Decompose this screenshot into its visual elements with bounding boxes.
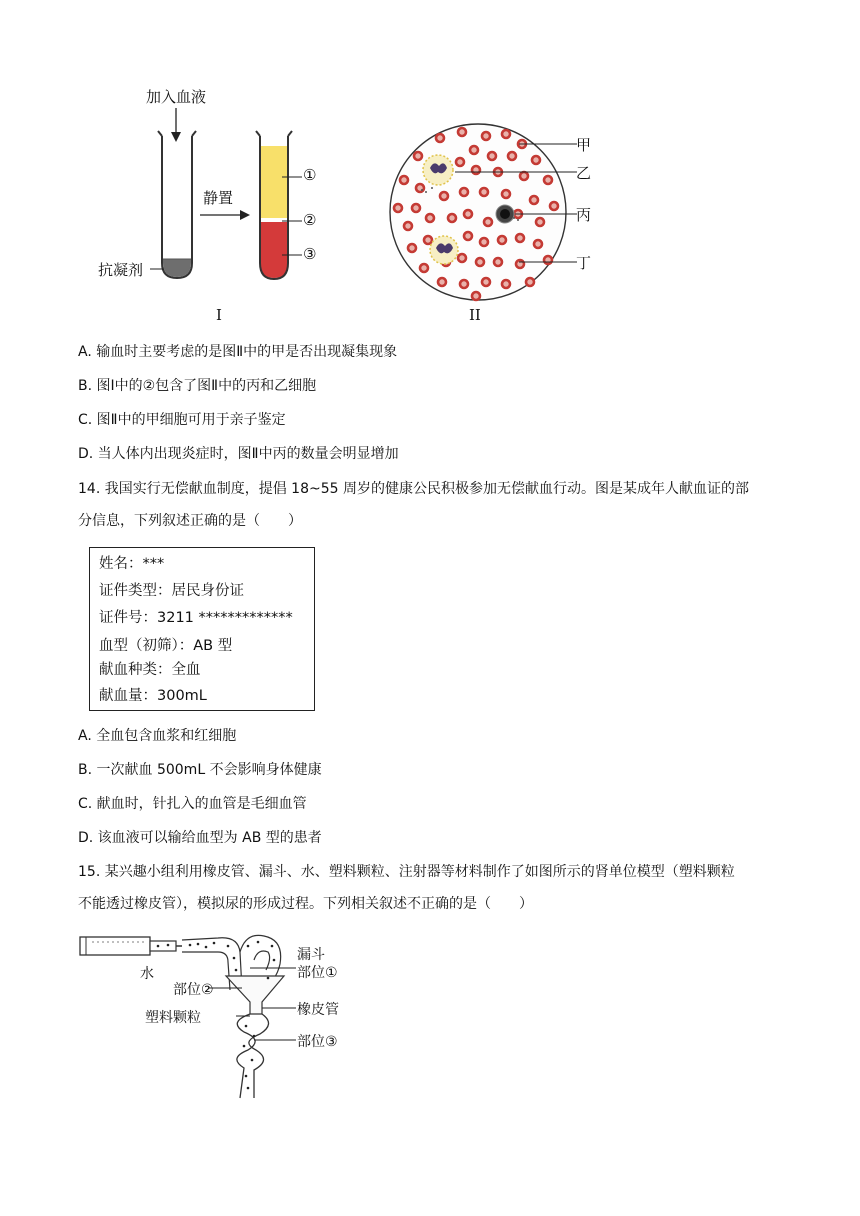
layer-1-label: ① bbox=[303, 166, 317, 184]
layer-pointers bbox=[282, 170, 322, 290]
card-id-type: 证件类型：居民身份证 bbox=[99, 583, 244, 599]
q14-option-a: A. 全血包含血浆和红细胞 bbox=[78, 728, 237, 744]
yi-label: 乙 bbox=[576, 164, 592, 182]
funnel-label: 漏斗 bbox=[297, 947, 325, 963]
q14-option-d: D. 该血液可以输给血型为 AB 型的患者 bbox=[78, 830, 322, 846]
test-tube-left bbox=[154, 128, 204, 288]
card-id-no: 证件号：3211 ************* bbox=[99, 610, 293, 626]
layer-2-label: ② bbox=[303, 211, 317, 229]
card-kind: 献血种类：全血 bbox=[99, 662, 201, 678]
ding-label: 丁 bbox=[576, 254, 592, 272]
q14-stem-line1: 14. 我国实行无偿献血制度，提倡 18~55 周岁的健康公民积极参加无偿献血行动。图是某成年人献血证的部 bbox=[78, 481, 749, 497]
q14-stem-line2: 分信息，下列叙述正确的是（ ） bbox=[78, 513, 302, 529]
q15-stem-line2: 不能透过橡皮管），模拟尿的形成过程。下列相关叙述不正确的是（ ） bbox=[78, 896, 533, 912]
anticoagulant-label: 抗凝剂 bbox=[98, 261, 144, 279]
layer-3-label: ③ bbox=[303, 245, 317, 263]
rubber-tube-label: 橡皮管 bbox=[297, 1002, 339, 1018]
q14-option-b: B. 一次献血 500mL 不会影响身体健康 bbox=[78, 762, 322, 778]
card-blood-type: 血型（初筛）：AB 型 bbox=[99, 638, 233, 654]
q15-stem-line1: 15. 某兴趣小组利用橡皮管、漏斗、水、塑料颗粒、注射器等材料制作了如图所示的肾单位模型（塑料颗粒 bbox=[78, 864, 735, 880]
part-1-label: 部位① bbox=[297, 965, 338, 981]
donation-card bbox=[89, 547, 315, 711]
q13-option-a: A. 输血时主要考虑的是图Ⅱ中的甲是否出现凝集现象 bbox=[78, 344, 398, 360]
q13-option-c: C. 图Ⅱ中的甲细胞可用于亲子鉴定 bbox=[78, 412, 286, 428]
q13-option-d: D. 当人体内出现炎症时，图Ⅱ中丙的数量会明显增加 bbox=[78, 446, 399, 462]
part-3-label: 部位③ bbox=[297, 1034, 338, 1050]
particles-label: 塑料颗粒 bbox=[145, 1010, 201, 1026]
right-arrow-icon bbox=[198, 208, 258, 222]
standing-label: 静置 bbox=[203, 189, 234, 207]
q13-option-b: B. 图Ⅰ中的②包含了图Ⅱ中的丙和乙细胞 bbox=[78, 378, 317, 394]
q14-option-c: C. 献血时，针扎入的血管是毛细血管 bbox=[78, 796, 307, 812]
anticoagulant-pointer bbox=[150, 266, 180, 272]
card-volume: 献血量：300mL bbox=[99, 688, 207, 704]
figure-2-caption: II bbox=[469, 306, 481, 324]
figure-1-caption: I bbox=[216, 306, 222, 324]
add-blood-label: 加入血液 bbox=[146, 88, 207, 106]
water-label: 水 bbox=[140, 966, 154, 982]
card-name: 姓名：*** bbox=[99, 556, 165, 572]
smear-pointers bbox=[505, 136, 585, 266]
bing-label: 丙 bbox=[576, 206, 592, 224]
jia-label: 甲 bbox=[576, 136, 592, 154]
part-2-label: 部位② bbox=[173, 982, 214, 998]
